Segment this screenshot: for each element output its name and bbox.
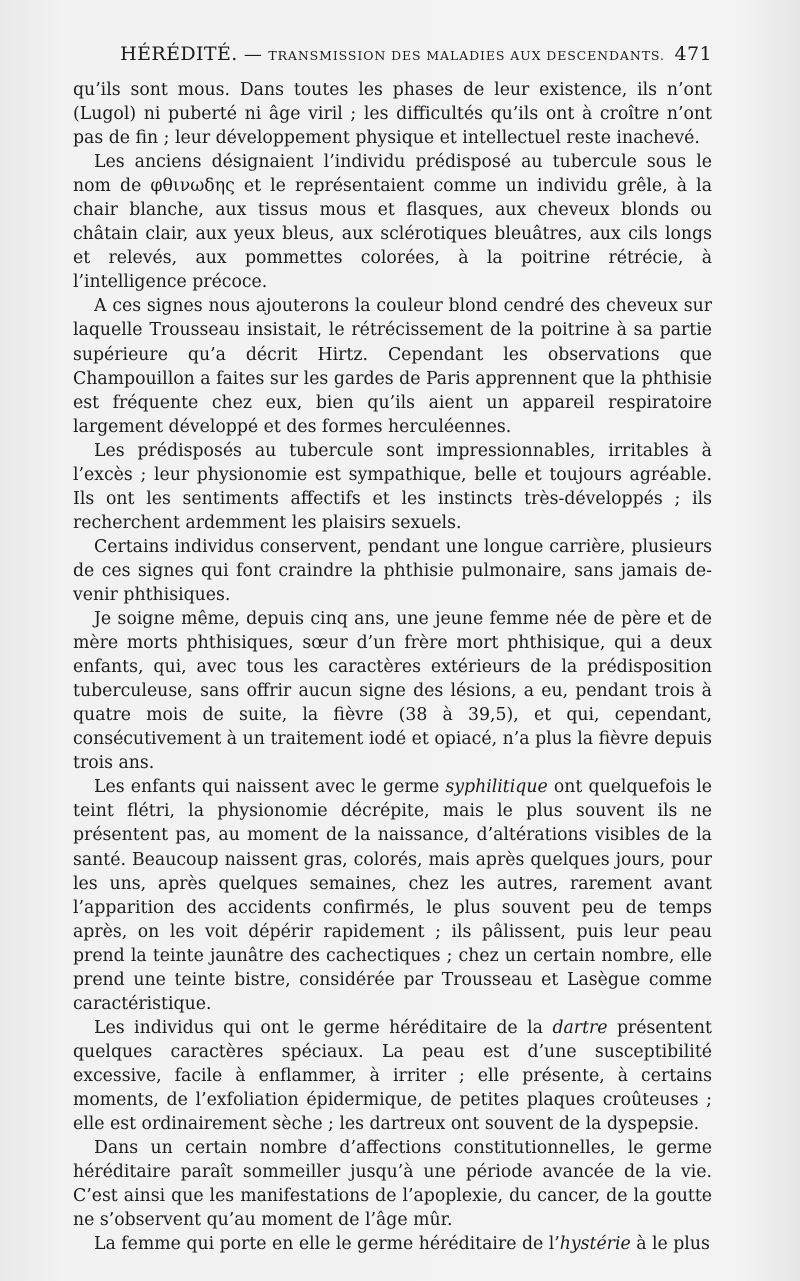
italic-term: hystérie bbox=[559, 1234, 631, 1255]
paragraph: Je soigne même, depuis cinq ans, une jeune femme née de père et de mère morts phthisiques, sœur d’un frère mort phthisique, qui a deux enfants, qui, avec tous les caractères extérieurs de la prédisposition tuberculeuse, sans offrir aucun signe des lésions, a eu, pendant trois à quatre mois de suite, la fièvre (38 à 39,5), et qui, cependant, consécutivement à un traitement iodé et opiacé, n’a plus la fièvre depuis trois ans. bbox=[73, 609, 712, 774]
paragraph-text: à le plus bbox=[630, 1234, 710, 1255]
paragraph: Dans un certain nombre d’affections constitutionnelles, le germe héréditaire paraît sommeiller jusqu’à une période avancée de la vie. C’est ainsi que les manifestations de l’apoplexie, du cancer, de la goutte ne s’observent qu’au moment de l’âge mûr. bbox=[73, 1138, 712, 1231]
paragraph-text: Les individus qui ont le germe héréditaire de la bbox=[94, 1017, 553, 1038]
paragraph-text: La femme qui porte en elle le germe héréditaire de l’ bbox=[94, 1234, 560, 1255]
page-body bbox=[73, 78, 712, 1256]
paragraph-text: ont quelquefois le teint flétri, la physionomie décrépite, mais le plus souvent ils ne présentent pas, au moment de la naissance, d’altérations visibles de la santé. Beaucoup naissent gras, colorés, mais après quelques jours, pour les uns, après quelques semaines, chez les autres, rarement avant l’apparition des accidents confirmés, le plus souvent peu de temps après, on les voit dépérir rapidement ; ils pâlissent, puis leur peau prend la teinte jaunâtre des cachectiques ; chez un certain nombre, elle prend une teinte bistre, considérée par Trousseau et Lasègue comme caractéristique. bbox=[73, 777, 712, 1014]
italic-term: syphilitique bbox=[445, 777, 548, 798]
paragraph: A ces signes nous ajouterons la couleur blond cendré des cheveux sur laquelle Trousseau insistait, le rétrécissement de la poitrine à sa partie supérieure qu’a décrit Hirtz. Cependant les observations que Champouillon a faites sur les gardes de Paris apprennent que la phthisie est fréquente chez eux, bien qu’ils aient un appareil respiratoire largement développé et des formes herculéennes. bbox=[73, 296, 712, 437]
paragraph bbox=[73, 1016, 712, 1136]
running-head-subtitle: TRANSMISSION DES MALADIES AUX DESCENDANTS. bbox=[268, 48, 665, 63]
running-head bbox=[73, 38, 712, 78]
paragraph bbox=[73, 775, 712, 1015]
paragraph: Les anciens désignaient l’individu prédisposé au tubercule sous le nom de φθινωδης et le représentaient comme un individu grêle, à la chair blanche, aux tissus mous et flasques, aux cheveux blonds ou châtain clair, aux yeux bleus, aux sclérotiques bleuâtres, aux cils longs et relevés, aux pommettes colorées, à la poitrine rétrécie, à l’intelligence précoce. bbox=[73, 152, 712, 293]
running-head-title: HÉRÉDITÉ. bbox=[120, 43, 238, 65]
paragraph: Les prédisposés au tubercule sont impressionnables, irritables à l’excès ; leur physionomie est sympathique, belle et toujours agréable. Ils ont les sentiments affectifs et les instincts très-développés ; ils recherchent ardemment les plaisirs sexuels. bbox=[73, 440, 712, 533]
paragraph-continuation: qu’ils sont mous. Dans toutes les phases de leur existence, ils n’ont (Lugol) ni puberté ni âge viril ; les difficultés qu’ils ont à croître n’ont pas de fin ; leur développement physique et intellectuel reste inachevé. bbox=[73, 80, 712, 149]
running-head-dash: — bbox=[243, 44, 263, 65]
paragraph-text: Les enfants qui naissent avec le germe bbox=[94, 777, 446, 798]
page-number: 471 bbox=[674, 43, 712, 65]
paragraph: Certains individus conservent, pendant une longue carrière, plusieurs de ces signes qui font craindre la phthisie pulmonaire, sans jamais devenir phthisiques. bbox=[73, 536, 712, 605]
paragraph-text: présentent quelques caractères spéciaux. La peau est d’une susceptibilité excessive, facile à enflammer, à irriter ; elle présente, à certains moments, de l’exfoliation épidermique, de petites plaques croûteuses ; elle est ordinairement sèche ; les dartreux ont souvent de la dyspepsie. bbox=[73, 1017, 713, 1135]
italic-term: dartre bbox=[552, 1017, 608, 1038]
paragraph bbox=[73, 1232, 712, 1256]
